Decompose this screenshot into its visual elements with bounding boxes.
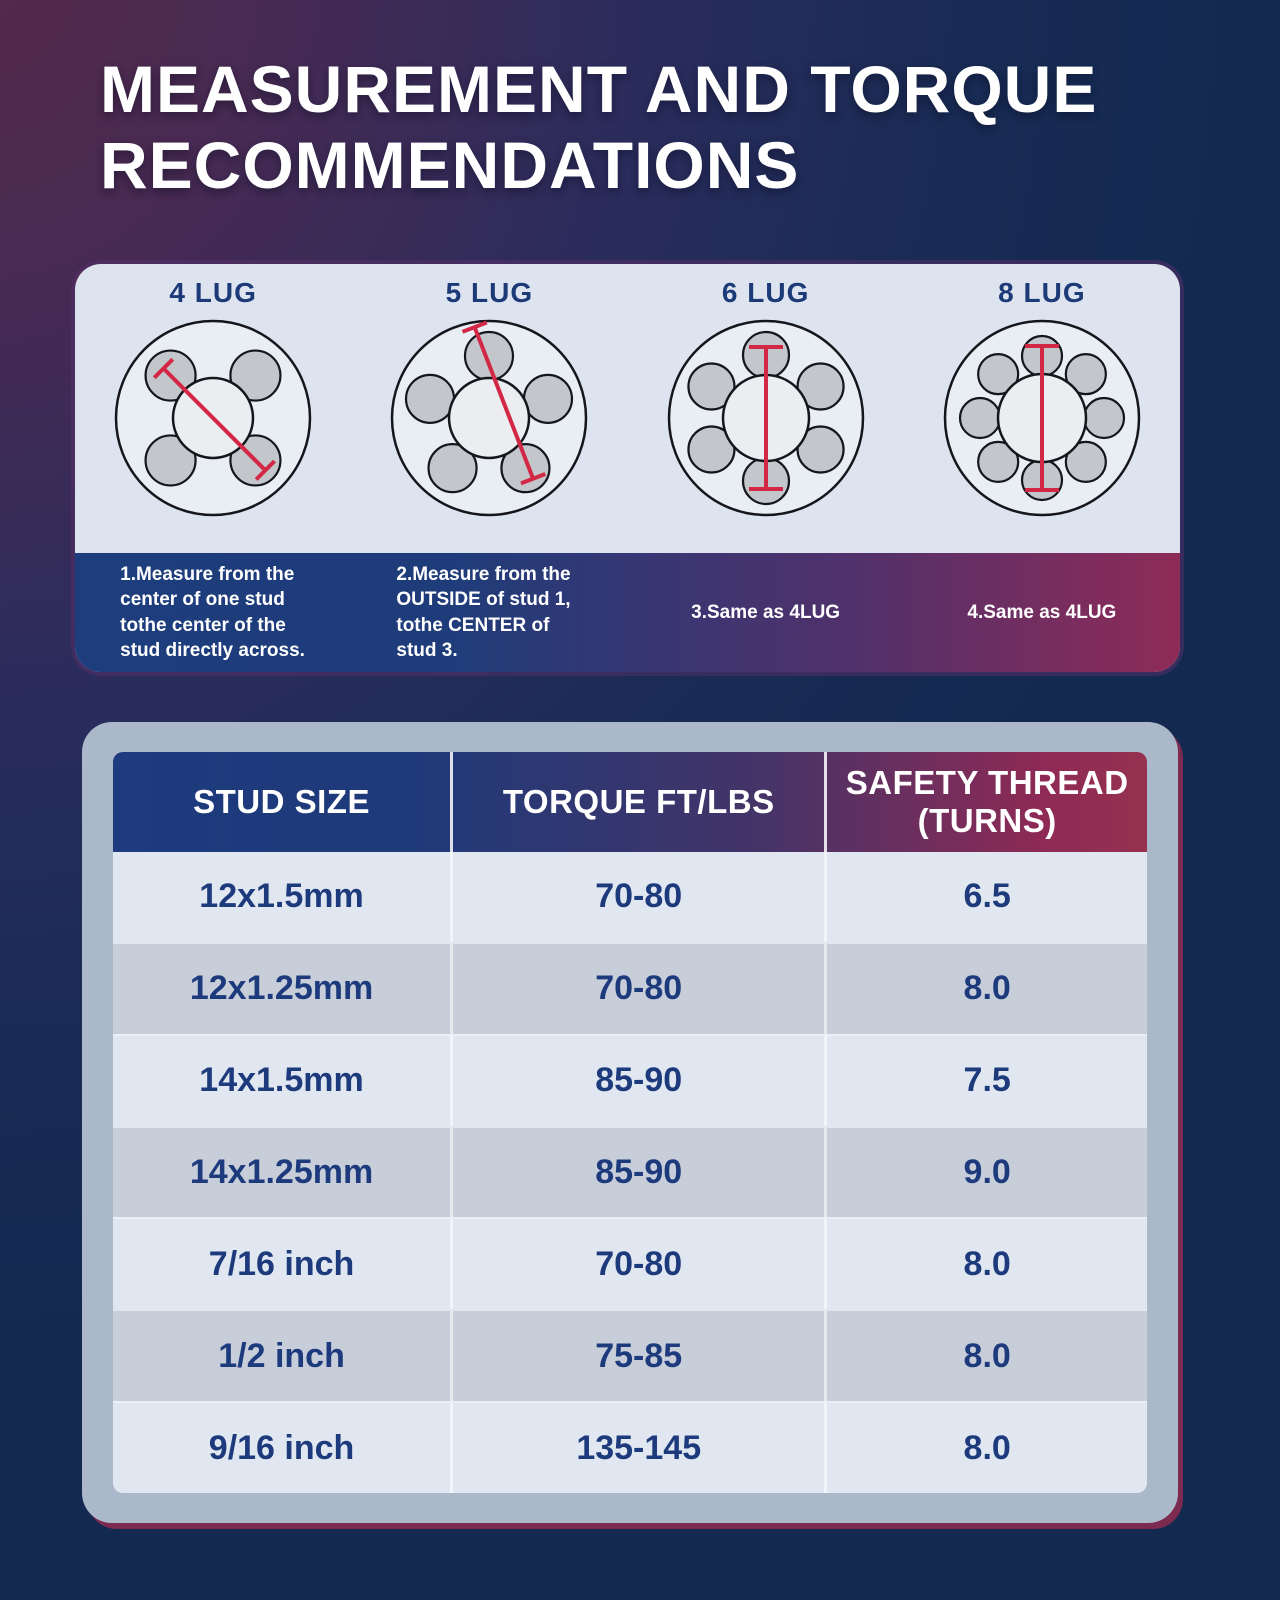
header-label-line2: (TURNS) <box>917 802 1057 839</box>
cell-safety-thread-turns: 7.5 <box>824 1036 1147 1126</box>
cell-safety-thread-turns: 8.0 <box>824 1403 1147 1493</box>
stud-circle <box>960 398 1000 438</box>
cell-torque-ft-lbs: 70-80 <box>450 944 824 1034</box>
torque-table <box>113 752 1147 1493</box>
cell-stud-size: 14x1.5mm <box>199 1061 364 1100</box>
hub-circle <box>449 378 529 458</box>
cell-safety-thread-turns: 9.0 <box>824 1128 1147 1218</box>
lug-label: 6 LUG <box>721 277 810 308</box>
cell-torque-ft-lbs: 135-145 <box>450 1403 824 1493</box>
page-title <box>100 52 1190 204</box>
cell-torque-ft-lbs: 75-85 <box>450 1311 824 1401</box>
table-header-row <box>113 752 1147 852</box>
lug-caption-cell <box>904 600 1180 625</box>
lug-measurement-panel <box>75 264 1180 672</box>
cell-safety-thread-turns: 8.0 <box>824 1219 1147 1309</box>
cell-stud-size: 14x1.25mm <box>189 1153 374 1191</box>
header-label: SAFETY THREAD <box>845 764 1129 802</box>
lug-pattern-4-diagram <box>107 312 319 524</box>
lug-label: 4 LUG <box>169 277 257 308</box>
cell-stud-size: 9/16 inch <box>208 1428 355 1467</box>
cell-safety-thread-turns: 6.5 <box>824 852 1147 942</box>
header-cell-safety-thread <box>824 752 1147 852</box>
page-title-line2: RECOMMENDATIONS <box>100 127 800 202</box>
stud-circle <box>1084 398 1124 438</box>
cell-stud-size: 12x1.5mm <box>199 877 364 916</box>
table-row <box>113 942 1147 1034</box>
page-title-line1: MEASUREMENT AND TORQUE <box>100 52 1098 126</box>
table-row <box>113 1401 1147 1493</box>
lug-caption: 2.Measure from the OUTSIDE of stud 1, tothe CENTER of stud 3. <box>396 563 571 661</box>
cell-torque-ft-lbs: 85-90 <box>450 1128 824 1218</box>
header-label: STUD SIZE <box>193 783 370 821</box>
lug-caption: 1.Measure from the center of one stud tothe center of the stud directly across. <box>120 563 305 661</box>
table-row <box>113 1309 1147 1401</box>
cell-torque-ft-lbs: 85-90 <box>450 1036 824 1126</box>
lug-label: 5 LUG <box>445 277 534 308</box>
lug-column-4 <box>75 264 351 553</box>
lug-column-5 <box>351 264 627 553</box>
lug-column-8 <box>904 264 1180 553</box>
table-body <box>113 852 1147 1493</box>
lug-caption: 3.Same as 4LUG <box>691 601 841 623</box>
lug-caption-cell <box>351 562 627 663</box>
lug-caption-cell <box>75 562 351 663</box>
lug-pattern-8-diagram <box>936 312 1148 524</box>
cell-safety-thread-turns: 8.0 <box>824 944 1147 1034</box>
header-cell-stud-size <box>113 752 450 852</box>
lug-pattern-6-diagram <box>660 312 872 524</box>
stud-circle <box>406 375 454 423</box>
stud-circle <box>465 332 513 380</box>
table-row <box>113 1217 1147 1309</box>
stud-circle <box>524 375 572 423</box>
header-cell-torque-ft-lbs <box>450 752 824 852</box>
cell-safety-thread-turns: 8.0 <box>824 1311 1147 1401</box>
lug-caption: 4.Same as 4LUG <box>967 601 1117 623</box>
cell-stud-size: 7/16 inch <box>208 1244 355 1283</box>
lug-caption-strip <box>75 553 1180 672</box>
torque-table-card <box>82 722 1178 1523</box>
lug-label: 8 LUG <box>998 277 1086 308</box>
table-row <box>113 1126 1147 1218</box>
cell-torque-ft-lbs: 70-80 <box>450 852 824 942</box>
lug-pattern-5-diagram <box>383 312 595 524</box>
lug-diagram-row <box>75 264 1180 553</box>
cell-torque-ft-lbs: 70-80 <box>450 1219 824 1309</box>
header-label: TORQUE FT/LBS <box>502 783 775 821</box>
lug-caption-cell <box>628 600 904 625</box>
table-row <box>113 1034 1147 1126</box>
lug-column-6 <box>628 264 904 553</box>
cell-stud-size: 1/2 inch <box>218 1336 345 1375</box>
cell-stud-size: 12x1.25mm <box>189 969 374 1008</box>
table-row <box>113 852 1147 942</box>
